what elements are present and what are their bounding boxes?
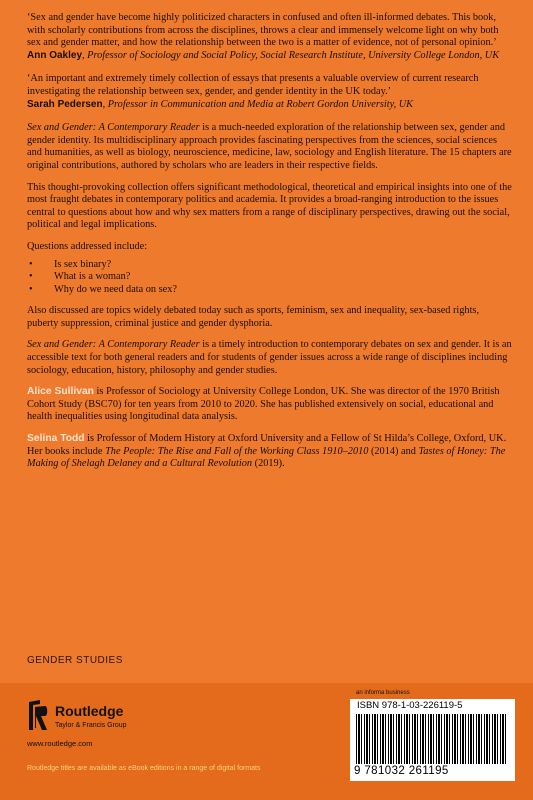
- questions-intro: Questions addressed include:: [27, 240, 148, 252]
- author-bio-2-end: (2019).: [252, 458, 285, 470]
- questions-list: [27, 259, 512, 297]
- informa-tagline: an informa business: [356, 690, 410, 696]
- publisher-name: Routledge: [55, 703, 124, 719]
- subject-category: GENDER STUDIES: [27, 655, 123, 666]
- barcode-panel: [350, 699, 515, 781]
- author-name-1: Alice Sullivan: [27, 386, 94, 398]
- endorser-affiliation-1: , Professor of Sociology and Social Policy, Social Research Institute, University College London, UK: [82, 49, 500, 61]
- endorsement-attribution-2: [27, 99, 512, 112]
- description-paragraph-1: [27, 122, 512, 172]
- book-title-inline: Sex and Gender: A Contemporary Reader: [27, 339, 200, 351]
- author-bio-2: [27, 433, 512, 471]
- author-bio-1: [27, 386, 512, 424]
- ebook-note: Routledge titles are available as eBook editions in a range of digital formats: [27, 765, 261, 772]
- description-paragraph-3: Also discussed are topics widely debated today such as sports, feminism, sex and inequality, sex-based rights, puberty suppression, criminal justice and gender dysphoria.: [27, 305, 480, 329]
- list-item: • Is sex binary?: [27, 259, 512, 272]
- publisher-footer: [0, 683, 533, 800]
- endorsement-quote-1: ‘Sex and gender have become highly politicized characters in confused and often ill-informed debates. This book, with scholarly contributions from across the disciplines, throws a clear and immensely welcome light on why both sex and gender matter, and how the relationship between the two is a matter of evidence, not of personal opinion.’: [27, 12, 499, 49]
- description-p1-text: is a much-needed exploration of the relationship between sex, gender and gender identity. Its multidisciplinary approach provides fascinating perspectives from the sciences, social sciences and humanities, as well as biology, neuroscience, medicine, law, sociology and English literature. The 15 chapters are original contributions, authored by scholars who are leaders in their respective fields.: [27, 122, 512, 171]
- endorser-affiliation-2: , Professor in Communication and Media at Robert Gordon University, UK: [102, 98, 414, 110]
- barcode-digits: 9 781032 261195: [354, 765, 449, 777]
- endorser-name-2: Sarah Pedersen: [27, 98, 103, 110]
- author-bio-1-text: is Professor of Sociology at University College London, UK. She was director of the 1970 British Cohort Study (BSC70) for ten years from 2010 to 2020. She has published extensively on social, educational and health inequalities using longitudinal data analysis.: [27, 386, 500, 423]
- isbn-label: ISBN 978-1-03-226119-5: [357, 700, 463, 711]
- endorsement-attribution-1: [27, 50, 512, 63]
- back-cover-text: [27, 12, 512, 480]
- author-book-2: Tastes of Honey: The Making of Shelagh Delaney and a Cultural Revolution: [27, 445, 506, 470]
- publisher-website[interactable]: www.routledge.com: [27, 739, 93, 748]
- routledge-logo-icon: [27, 699, 49, 731]
- author-book-1: The People: The Rise and Fall of the Working Class 1910–2010: [105, 445, 369, 457]
- list-item: • What is a woman?: [27, 271, 512, 284]
- author-name-2: Selina Todd: [27, 433, 85, 445]
- endorsement-quote-2: ‘An important and extremely timely collection of essays that presents a valuable overview of current research investigating the relationship between sex, gender, and gender identity in the UK today.’: [27, 73, 479, 97]
- endorser-name-1: Ann Oakley: [27, 49, 83, 61]
- barcode-icon: [356, 714, 506, 764]
- description-paragraph-4: [27, 339, 512, 377]
- list-item: • Why do we need data on sex?: [27, 284, 512, 297]
- author-bio-2-text: is Professor of Modern History at Oxford University and a Fellow of St Hilda’s College, Oxford, UK. Her books include: [27, 433, 507, 457]
- description-p4-text: is a timely introduction to contemporary debates on sex and gender. It is an accessible text for both general readers and for students of gender issues across a wide range of disciplines including sociology, education, history, philosophy and gender studies.: [27, 339, 512, 376]
- book-title-inline: Sex and Gender: A Contemporary Reader: [27, 122, 200, 134]
- publisher-group: Taylor & Francis Group: [55, 722, 127, 729]
- author-bio-2-mid: (2014) and: [368, 445, 419, 457]
- description-paragraph-2: This thought-provoking collection offers significant methodological, theoretical and empirical insights into one of the most fraught debates in contemporary politics and academia. It provides a broad-ranging introduction to the issues central to questions about how and why sex matters from a range of disciplinary perspectives, drawing out the social, political and legal implications.: [27, 181, 512, 231]
